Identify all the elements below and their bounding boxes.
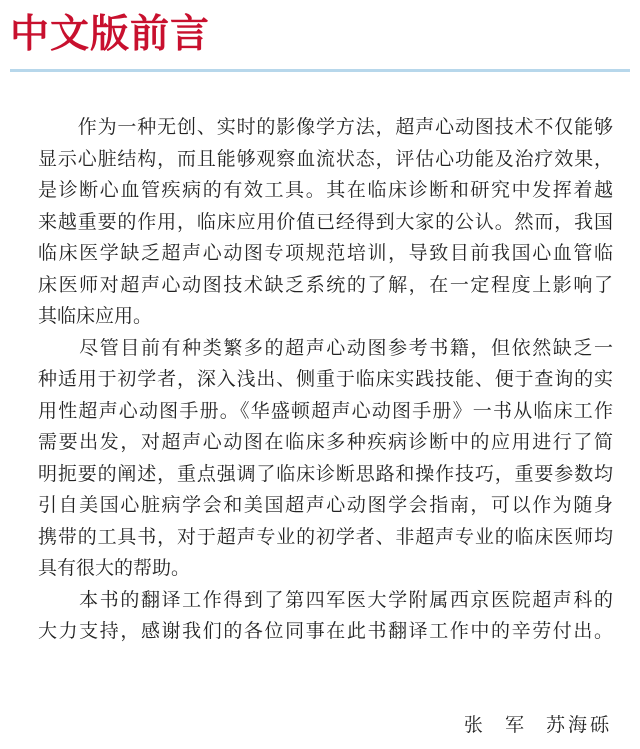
text-line: 种适用于初学者，深入浅出、侧重于临床实践技能、便于查询的实	[38, 368, 613, 390]
preface-body	[38, 112, 613, 648]
text-line: 是诊断心血管疾病的有效工具。其在临床诊断和研究中发挥着越	[38, 179, 613, 201]
text-line: 显示心脏结构，而且能够观察血流状态，评估心功能及治疗效果，	[38, 147, 613, 170]
preface-paragraph-1	[38, 112, 613, 333]
text-line: 作为一种无创、实时的影像学方法，超声心动图技术不仅能够	[38, 116, 613, 138]
text-line: 引自美国心脏病学会和美国超声心动图学会指南，可以作为随身	[38, 494, 613, 516]
preface-paragraph-3	[38, 585, 613, 648]
translator-signature: 张 军 苏海砾	[463, 714, 612, 736]
preface-paragraph-2	[38, 333, 613, 585]
text-line: 携带的工具书，对于超声专业的初学者、非超声专业的临床医师均	[38, 525, 613, 548]
text-line: 本书的翻译工作得到了第四军医大学附属西京医院超声科的	[38, 588, 613, 611]
title-underline	[10, 69, 630, 72]
text-line: 来越重要的作用，临床应用价值已经得到大家的公认。然而，我国	[38, 210, 613, 233]
text-line: 明扼要的阐述，重点强调了临床诊断思路和操作技巧，重要参数均	[38, 462, 613, 485]
text-line: 具有很大的帮助。	[38, 557, 191, 579]
page-title: 中文版前言	[10, 12, 211, 57]
text-line: 床医师对超声心动图技术缺乏系统的了解，在一定程度上影响了	[38, 273, 613, 296]
text-line: 用性超声心动图手册。《华盛顿超声心动图手册》一书从临床工作	[38, 399, 613, 422]
text-line: 尽管目前有种类繁多的超声心动图参考书籍，但依然缺乏一	[38, 336, 613, 359]
text-line: 临床医学缺乏超声心动图专项规范培训，导致目前我国心血管临	[38, 242, 613, 264]
text-line: 其临床应用。	[38, 305, 153, 327]
text-line: 需要出发，对超声心动图在临床多种疾病诊断中的应用进行了简	[38, 431, 613, 453]
text-line: 大力支持，感谢我们的各位同事在此书翻译工作中的辛劳付出。	[38, 620, 613, 642]
